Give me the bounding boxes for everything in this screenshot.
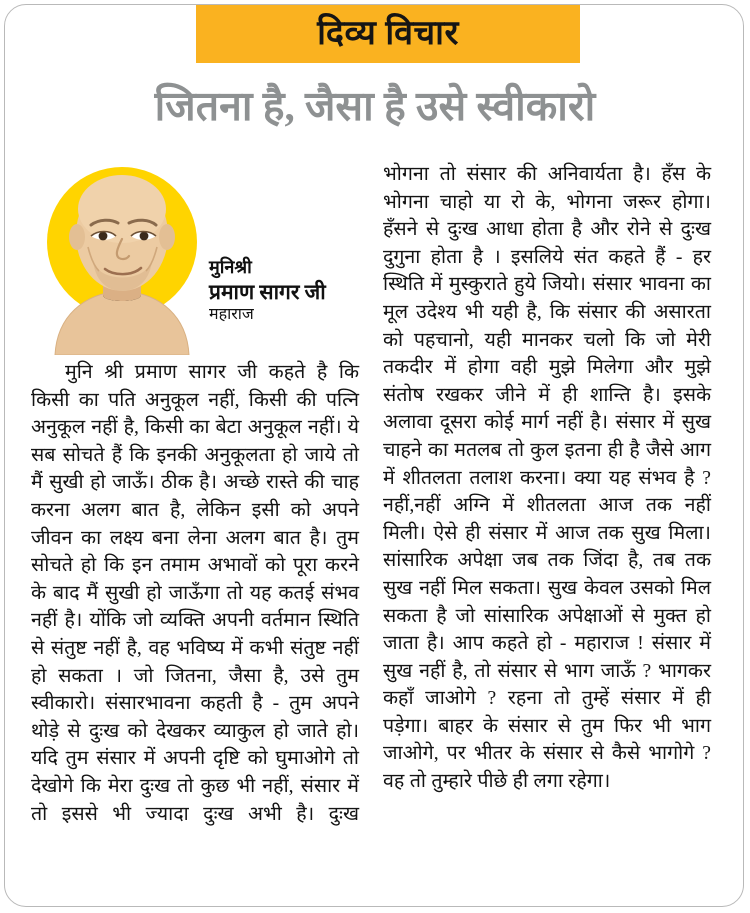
right-column	[383, 161, 711, 796]
monk-portrait-illustration	[41, 165, 209, 355]
byline-suffix: महाराज	[209, 306, 254, 323]
left-column-text: मुनि श्री प्रमाण सागर जी कहते है कि किसी का पति अनुकूल नहीं, किसी की पत्नि अनुकूल नहीं है, किसी का बेटा अनुकूल नहीं। ये सब सोचते हैं कि इनकी अनुकूलता हो जाये तो मैं सुखी हो जाऊँ। ठीक है। अच्छे रास्ते की चाह करना अलग बात है, लेकिन इसी को अपने जीवन का लक्ष्य बना लेना अलग बात है। तुम सोचते हो कि इन तमाम अभावों को पूरा करने के बाद मैं सुखी हो जाऊँगा तो यह कतई संभव नहीं है। योंकि जो व्यक्ति अपनी वर्तमान स्थिति से संतुष्ट नहीं है, वह भविष्य में कभी संतुष्ट नहीं हो सकता । जो जितना, जैसा है, उसे तुम स्वीकारो। संसारभावना कहती है - तुम अपने थोड़े से दुःख को देखकर व्याकुल हो जाते हो। यदि तुम संसार में अपनी दृष्टि को घुमाओगे तो देखोगे कि मेरा दुःख तो कुछ भी नहीं, संसार में तो इससे भी ज्यादा दुःख अभी है। दुःख	[31, 362, 359, 825]
masthead-title: दिव्य विचार	[317, 15, 459, 52]
article-body	[5, 161, 744, 901]
left-column	[31, 161, 359, 828]
right-column-text: भोगना तो संसार की अनिवार्यता है। हँस के भोगना चाहो या रो के, भोगना जरूर होगा। हँसने से दुःख आधा होता है और रोने से दुःख दुगुना होता है । इसलिये संत कहते हैं - हर स्थिति में मुस्कुराते हुये जियो। संसार भावना का मूल उदेश्य भी यही है, कि संसार की असारता को पहचानो, यही मानकर चलो कि जो मेरी तकदीर में होगा वही मुझे मिलेगा और मुझे संतोष रखकर जीने में ही शान्ति है। इसके अलावा दूसरा कोई मार्ग नहीं है। संसार में सुख चाहने का मतलब तो कुल इतना ही है जैसे आग में शीतलता तलाश करना। क्या यह संभव है ? नहीं,नहीं अग्नि में शीतलता आज तक नहीं मिली। ऐसे ही संसार में आज तक सुख मिला। सांसारिक अपेक्षा जब तक जिंदा है, तब तक सुख नहीं मिल सकता। सुख केवल उसको मिल सकता है जो सांसारिक अपेक्षाओं से मुक्त हो जाता है। आप कहते हो - महाराज ! संसार में सुख नहीं है, तो संसार से भाग जाऊँ ? भागकर कहाँ जाओगे ? रहना तो तुम्हें संसार में ही पड़ेगा। बाहर के संसार से तुम फिर भी भाग जाओगे, पर भीतर के संसार से कैसे भागोगे ? वह तो तुम्हारे पीछे ही लगा रहेगा।	[383, 164, 711, 793]
byline-name: प्रमाण सागर जी	[209, 280, 326, 305]
portrait-block	[31, 161, 359, 357]
masthead-banner	[196, 5, 580, 63]
author-photo	[41, 165, 209, 355]
byline-honorific: मुनिश्री	[209, 257, 252, 277]
article-card	[4, 4, 744, 907]
page-title: जितना है, जैसा है उसे स्वीकारो	[154, 83, 596, 129]
author-byline	[209, 257, 359, 325]
